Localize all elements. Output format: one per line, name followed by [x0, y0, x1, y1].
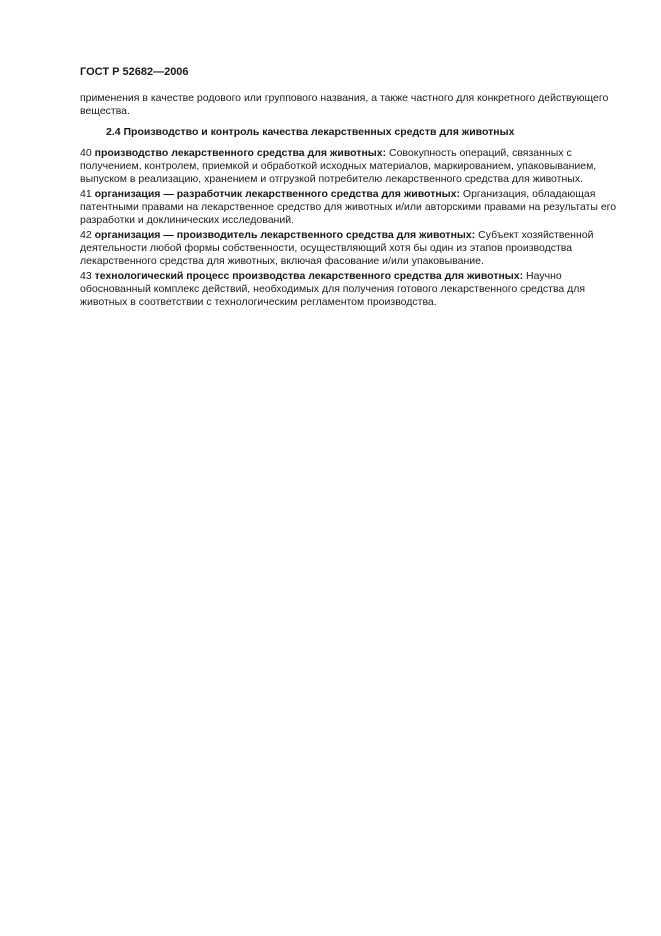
- item-text: Субъект хозяйственной деятельности любой формы собственности, осуществляющий хотя бы один из этапов производства лекарственного средства для животных, включая фасование и/или упаковывание.: [80, 229, 594, 267]
- item-term: производство лекарственного средства для животных:: [94, 147, 387, 159]
- item-text: Научно обоснованный комплекс действий, необходимых для получения готового лекарственного средства для животных в соответствии с технологическим регламентом производства.: [80, 270, 586, 308]
- definition-item: [80, 270, 620, 309]
- document-header: ГОСТ Р 52682—2006: [80, 66, 189, 78]
- intro-paragraph: применения в качестве родового или группового названия, а также частного для конкретного действующего вещества.: [80, 92, 609, 117]
- item-term: технологический процесс производства лекарственного средства для животных:: [94, 270, 524, 282]
- item-number: 43: [80, 270, 92, 282]
- item-term: организация — производитель лекарственного средства для животных:: [94, 229, 476, 241]
- item-number: 42: [80, 229, 92, 241]
- item-number: 40: [80, 147, 92, 159]
- definition-item: [80, 188, 620, 227]
- item-text: Организация, обладающая патентными правами на лекарственное средство для животных и/или авторскими правами на результаты его разработки и доклинических исследований.: [80, 188, 617, 226]
- section-heading: 2.4 Производство и контроль качества лекарственных средств для животных: [106, 126, 515, 138]
- definition-item: [80, 229, 620, 268]
- item-text: Совокупность операций, связанных с получением, контролем, приемкой и обработкой исходных материалов, маркированием, упаковыванием, выпуском в реализацию, хранением и отгрузкой потребителю лекарственного средства для животных.: [80, 147, 597, 185]
- document-body: [80, 92, 620, 311]
- definition-item: [80, 147, 620, 186]
- item-number: 41: [80, 188, 92, 200]
- item-term: организация — разработчик лекарственного средства для животных:: [94, 188, 460, 200]
